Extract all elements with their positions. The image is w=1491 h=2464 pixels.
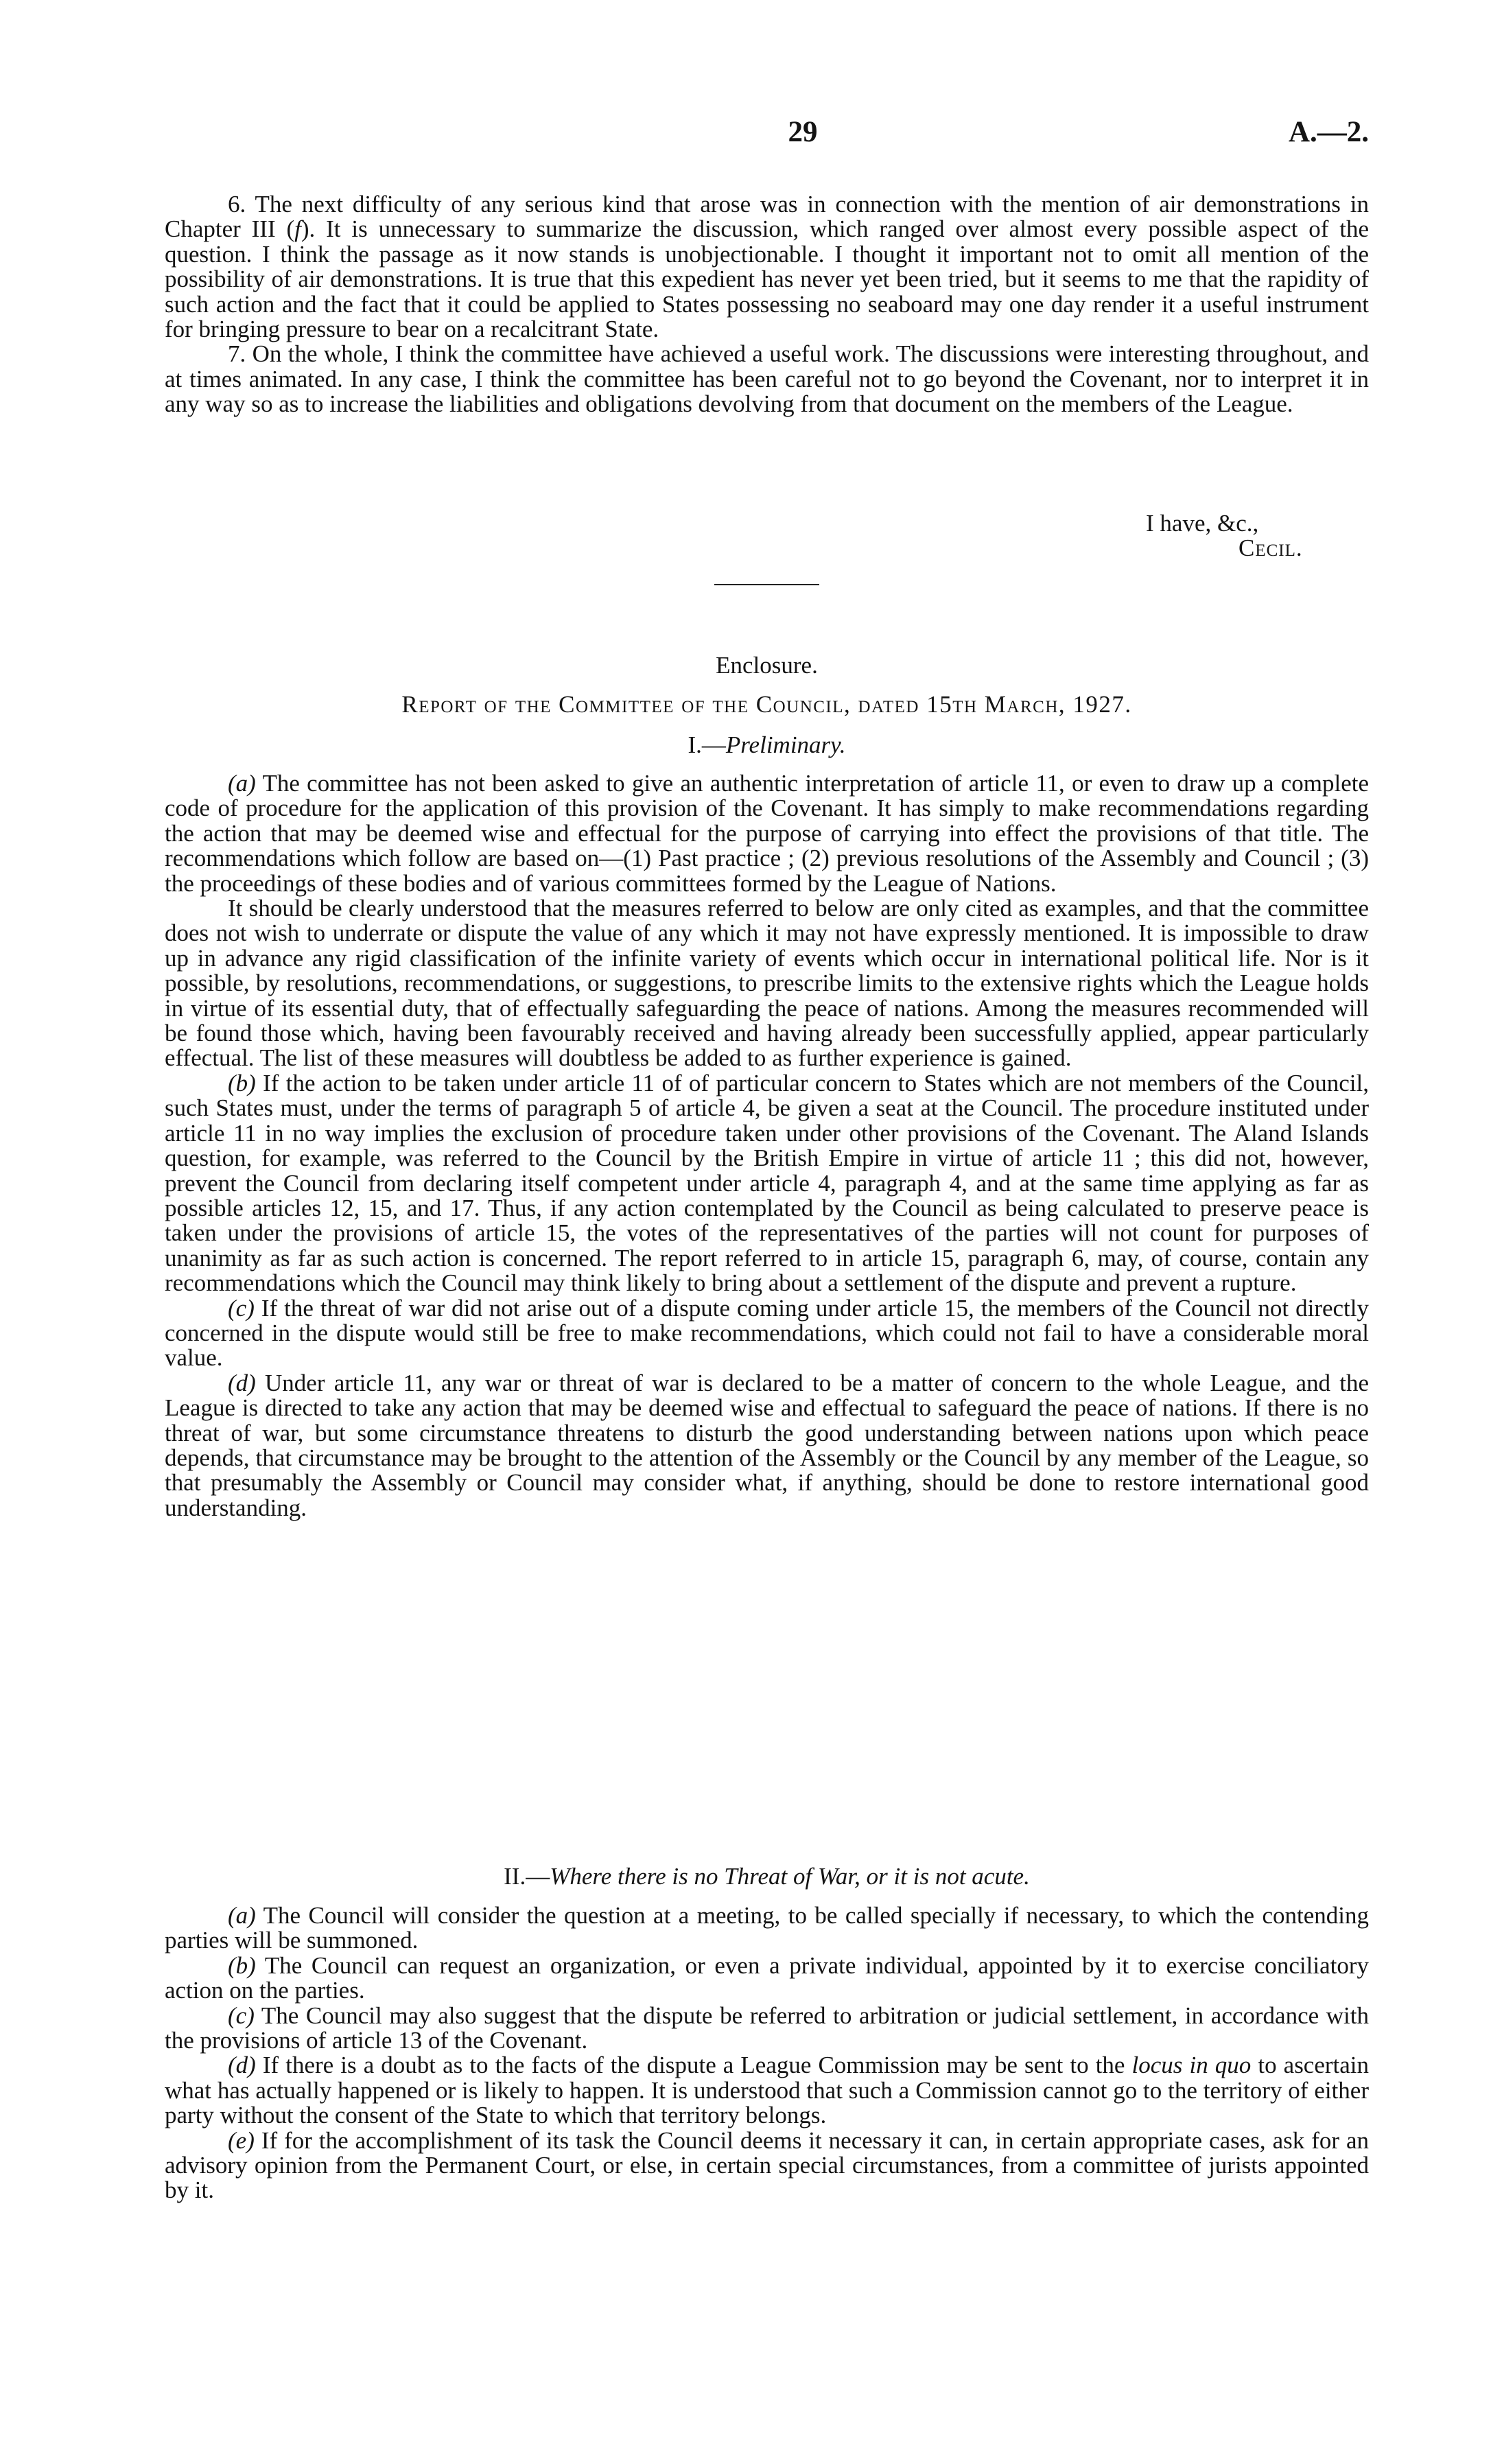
- section-1-item-c: (c) If the threat of war did not arise out of a dispute coming under article 15, the members of the Council not directly concerned in the dispute would still be free to make recommendations, which could not fail to have a considerable moral value.: [165, 1294, 1370, 1372]
- section-2-item-b: (b) The Council can request an organization, or even a private individual, appointed by it to exercise conciliatory action on the parties.: [165, 1951, 1370, 2004]
- section-1-item-b: (b) If the action to be taken under article 11 of of particular concern to States which are not members of the Council, such States must, under the terms of paragraph 5 of article 4, be given a seat at the Council. The procedure instituted under article 11 in no way implies the exclusion of procedure taken under other provisions of the Covenant. The Aland Islands question, for example, was referred to the Council by the British Empire in virtue of article 11 ; this did not, however, prevent the Council from declaring itself competent under article 4, paragraph 4, and at the same time applying as far as possible articles 12, 15, and 17. Thus, if any action contemplated by the Council as being calculated to preserve peace is taken under the provisions of article 15, the votes of the representatives of the parties will not count for purposes of unanimity as far as such action is concerned. The report referred to in article 15, paragraph 6, may, of course, contain any recommendations which the Council may think likely to bring about a settlement of the dispute and prevent a rupture.: [165, 1069, 1370, 1297]
- letter-paragraph-6: 6. The next difficulty of any serious kind that arose was in connection with the mention of air demonstrations in Chapter III (f). It is unnecessary to summarize the discussion, which ranged over almost every possible aspect of the question. I think the passage as it now stands is unobjectionable. I thought it important not to omit all mention of the possibility of air demonstrations. It is true that this expedient has never yet been tried, but it seems to me that the rapidity of such action and the fact that it could be applied to States possessing no seaboard may one day render it a useful instrument for bringing pressure to bear on a recalcitrant State.: [165, 191, 1369, 343]
- enclosure-heading: Enclosure.: [716, 652, 818, 679]
- section-2-item-d: (d) If there is a doubt as to the facts of the dispute a League Commission may be sent to the locus in quo to ascertain what has actually happened or is likely to happen. It is understood that such a Commission cannot go to the territory of either party without the consent of the State to which that territory belongs.: [165, 2052, 1370, 2129]
- page-number: 29: [788, 116, 818, 148]
- letter-body: [165, 192, 1369, 417]
- document-reference: A.—2.: [1288, 116, 1369, 148]
- section-1-item-d: (d) Under article 11, any war or threat of war is declared to be a matter of concern to the whole League, and the League is directed to take any action that may be deemed wise and effectual to safeguard the peace of nations. If there is no threat of war, but some circumstance threatens to disturb the good understanding between nations upon which peace depends, that circumstance may be brought to the attention of the Assembly or the Council by any member of the League, so that presumably the Assembly or Council may consider what, if anything, should be done to restore international good understanding.: [165, 1369, 1370, 1521]
- letter-paragraph-7: 7. On the whole, I think the committee have achieved a useful work. The discussions were interesting throughout, and at times animated. In any case, I think the committee has been careful not to go beyond the Covenant, nor to interpret it in any way so as to increase the liabilities and obligations devolving from that document on the members of the League.: [165, 340, 1369, 418]
- report-title: Report of the Committee of the Council, dated 15th March, 1927.: [401, 691, 1132, 718]
- page-header: [165, 115, 1369, 156]
- section-2-item-a: (a) The Council will consider the question at a meeting, to be called specially if necessary, to which the contending parties will be summoned.: [165, 1902, 1370, 1954]
- letter-closing: I have, &c.,: [1146, 510, 1259, 537]
- section-1-item-a: (a) The committee has not been asked to give an authentic interpretation of article 11, or even to draw up a complete code of procedure for the application of this provision of the Covenant. It has simply to make recommendations regarding the action that may be deemed wise and effectual for the purpose of carrying into effect the provisions of that title. The recommendations which follow are based on—(1) Past practice ; (2) previous resolutions of the Assembly and Council ; (3) the proceedings of these bodies and of various committees formed by the League of Nations.: [165, 770, 1369, 897]
- section-2-heading: II.—Where there is no Threat of War, or it is not acute.: [504, 1863, 1030, 1890]
- section-2-body: [165, 1903, 1369, 2203]
- section-1-body: [165, 771, 1369, 1521]
- section-2-item-e: (e) If for the accomplishment of its task the Council deems it necessary it can, in certain appropriate cases, ask for an advisory opinion from the Permanent Court, or else, in certain special circumstances, from a committee of jurists appointed by it.: [165, 2126, 1369, 2204]
- letter-signature: Cecil.: [1238, 535, 1303, 561]
- section-1-item-a-continued: It should be clearly understood that the measures referred to below are only cited as examples, and that the committee does not wish to underrate or dispute the value of any which it may not have expressly mentioned. It is impossible to draw up in advance any rigid classification of the infinite variety of events which occur in international political life. Nor is it possible, by resolutions, recommendations, or suggestions, to prescribe limits to the extensive rights which the League holds in virtue of its essential duty, that of effectually safeguarding the peace of nations. Among the measures recommended will be found those which, having been favourably received and having already been successfully applied, appear particularly effectual. The list of these measures will doubtless be added to as further experience is gained.: [165, 895, 1369, 1072]
- section-2-item-c: (c) The Council may also suggest that the dispute be referred to arbitration or judicial settlement, in accordance with the provisions of article 13 of the Covenant.: [165, 2002, 1369, 2054]
- section-divider: [714, 584, 819, 585]
- section-1-heading: I.—Preliminary.: [688, 731, 846, 758]
